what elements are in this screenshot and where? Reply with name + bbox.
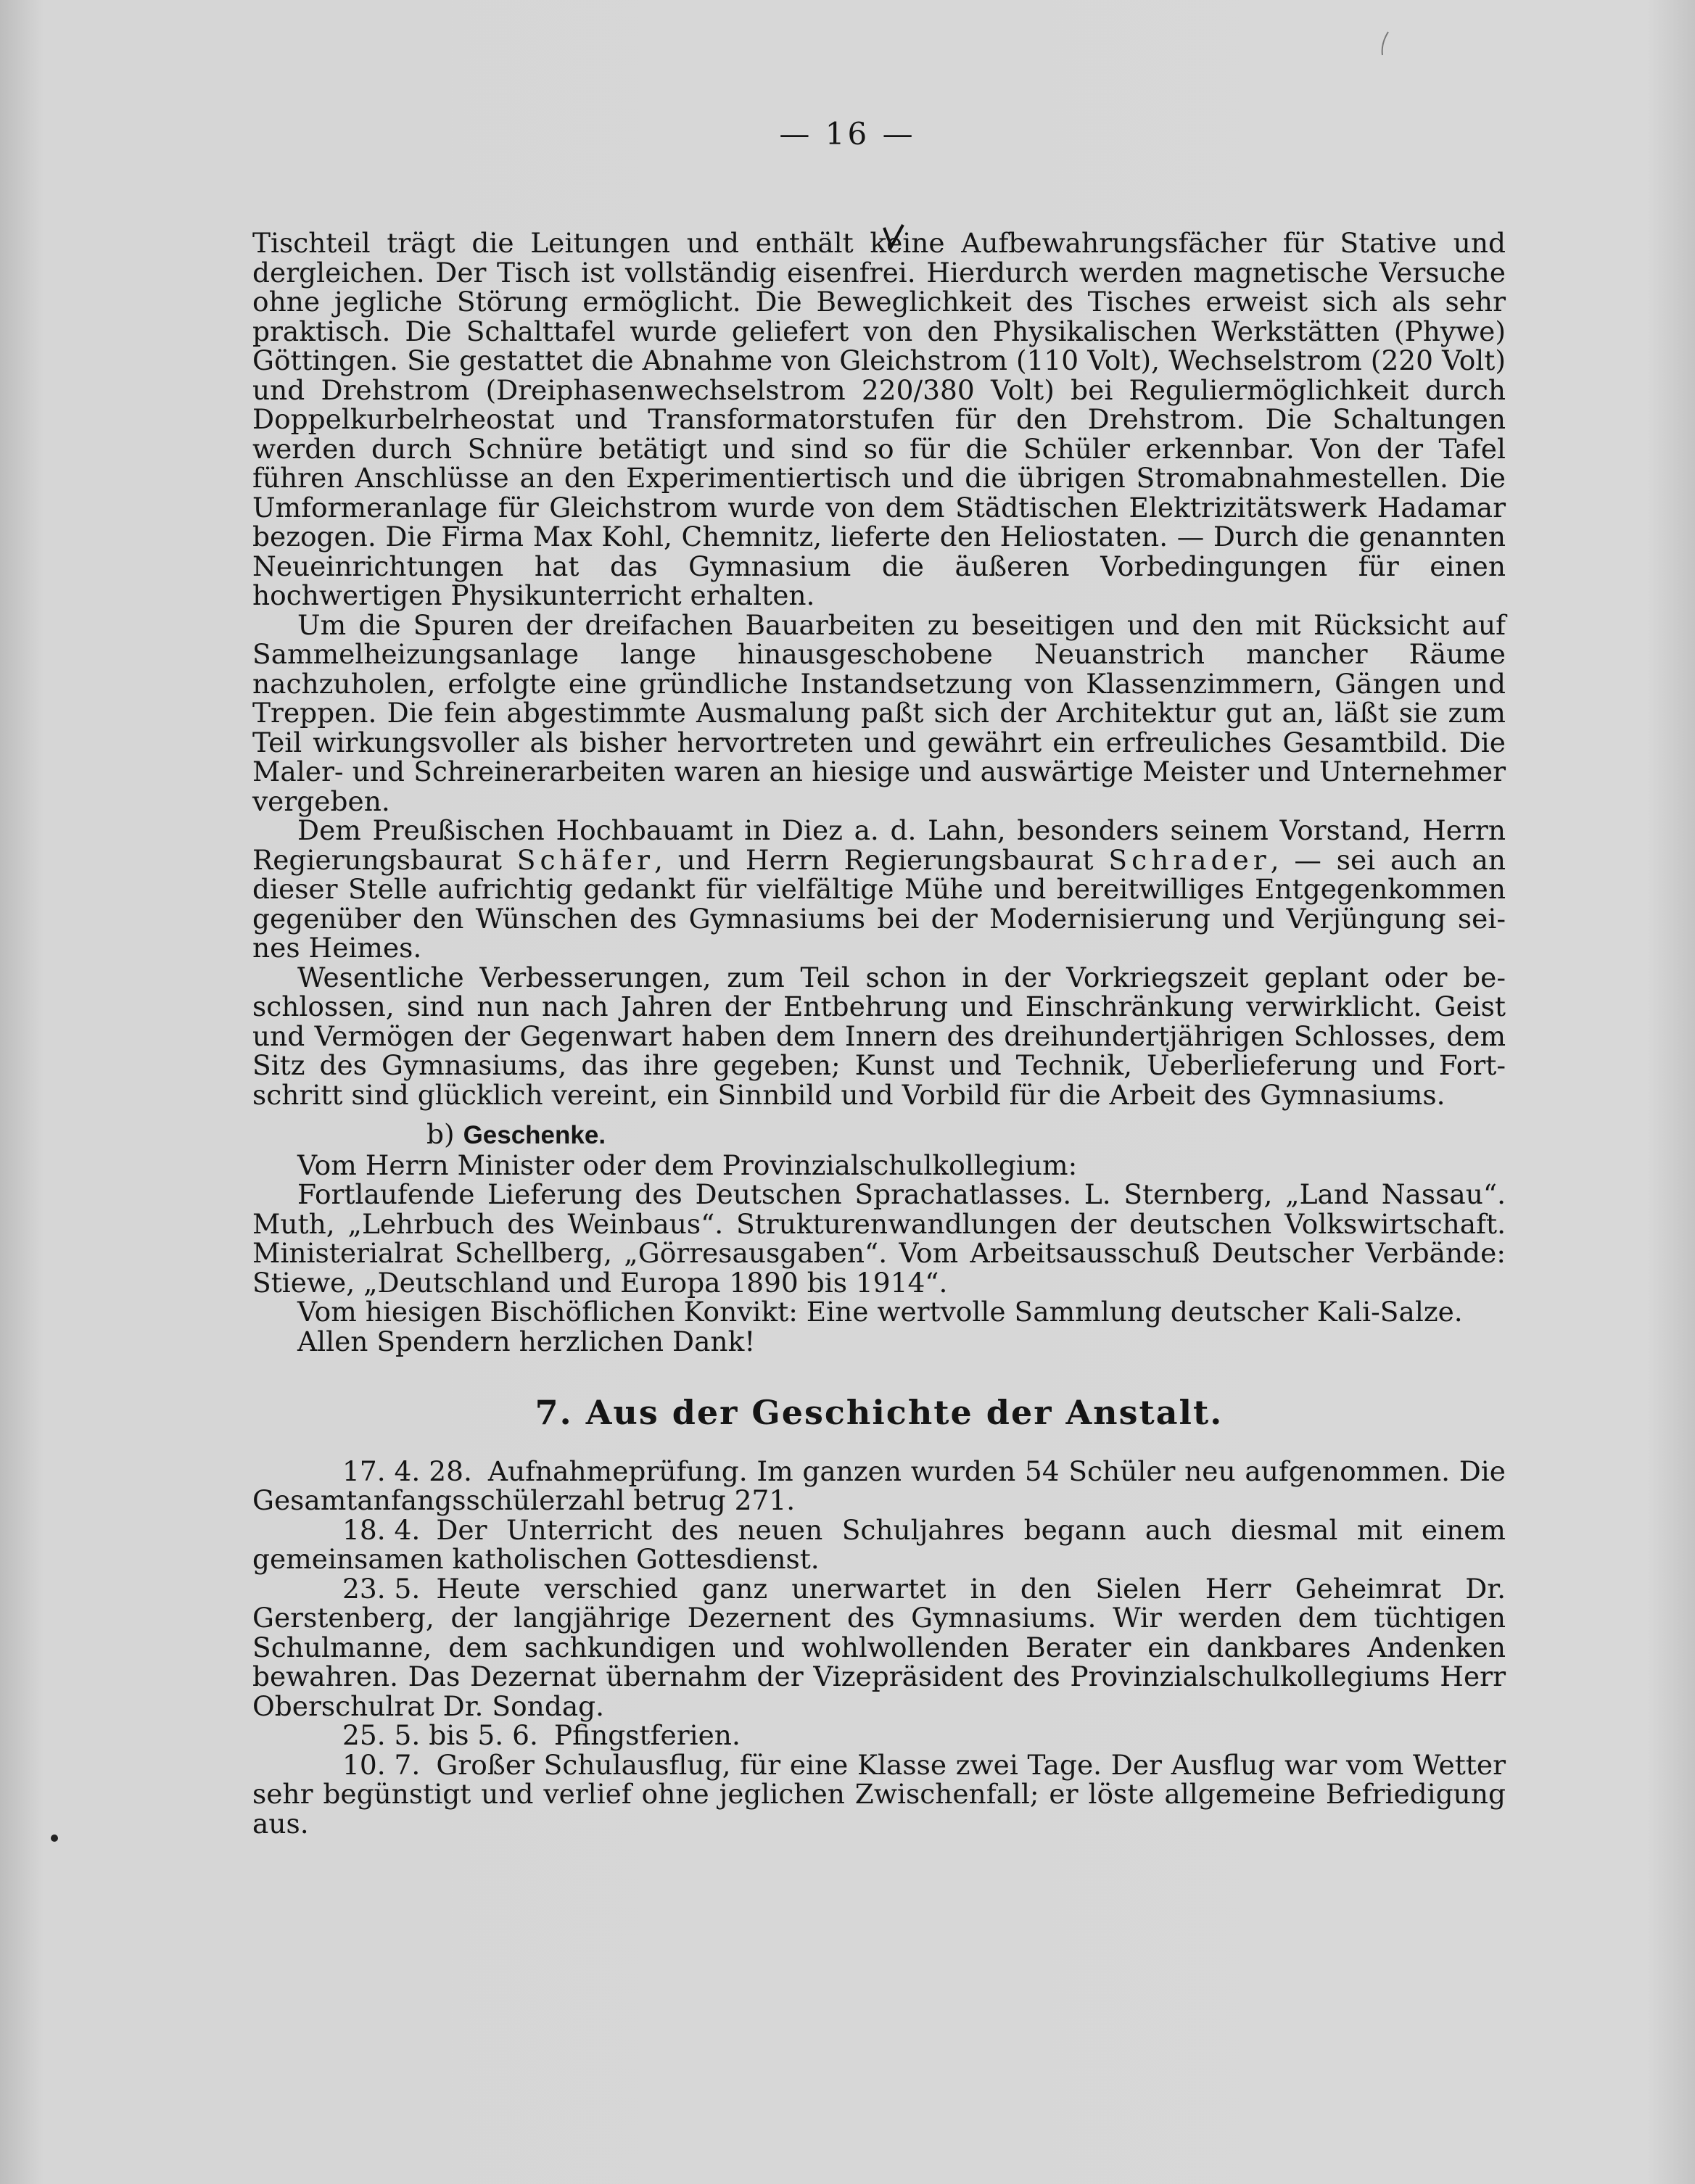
page-number: — 16 — xyxy=(779,116,916,152)
thanks-name-schrader: Schrader xyxy=(1108,843,1271,876)
chronicle-entry xyxy=(252,1457,1506,1515)
paragraph-renovation: Um die Spuren der dreifachen Bauarbeiten zu beseitigen und den mit Rücksicht auf Sammelheizungsanlage lange hinausgeschobene Neuanstrich mancher Räume nachzuholen, erfolgte eine gründliche Instandsetzung von Klassenzimmern, Gängen und Treppen. Die fein abgestimmte Ausmalung paßt sich der Architektur gut an, läßt sie zum Teil wirkungsvoller als bisher hervortreten und gewährt ein erfreuliches Gesamtbild. Die Maler- und Schreinerarbeiten waren an hiesige und auswärtige Meister und Unternehmer vergeben. xyxy=(252,608,1506,817)
dot-mark-icon xyxy=(49,1833,59,1843)
gifts-line: Allen Spendern herzlichen Dank! xyxy=(297,1325,756,1357)
paragraph-thanks xyxy=(252,816,1506,963)
chronicle-date: 23. 5. xyxy=(342,1572,421,1605)
chronicle-text: Pfingstferien. xyxy=(553,1719,741,1751)
section-title: 7. Aus der Geschichte der Anstalt. xyxy=(535,1393,1224,1432)
thanks-name-schaefer: Schäfer xyxy=(516,843,654,876)
chronicle-entry xyxy=(252,1574,1506,1721)
gifts-line: Vom Herrn Minister oder dem Provinzialschulkollegium: xyxy=(297,1149,1078,1181)
gifts-line: Fortlaufende Lieferung des Deutschen Sprachatlasses. L. Sternberg, „Land Nassau“. Muth, „Lehrbuch des Weinbaus“. Strukturenwandlungen der deutschen Volkswirtschaft. Ministerialrat Schellberg, „Görresausgaben“. Vom Arbeitsausschuß Deutscher Verbände: Stiewe, „Deutschland und Europa 1890 bis 1914“. xyxy=(252,1178,1506,1299)
pen-mark-icon xyxy=(881,223,906,252)
chronicle-text: Heute verschied ganz unerwartet in den Sielen Herr Geheimrat Dr. Gerstenberg, der langjährige Dezernent des Gymnasiums. Wir werden dem tüchtigen Schulmanne, dem sachkundigen und wohlwollenden Berater ein dankbares Andenken bewahren. Das Dezernat übernahm der Vizepräsident des Provinzialschulkollegiums Herr Oberschulrat Dr. Sondag. xyxy=(252,1572,1506,1722)
chronicle-date: 17. 4. 28. xyxy=(342,1455,472,1487)
chronicle-text: Großer Schulausflug, für eine Klasse zwei Tage. Der Ausflug war vom Wetter sehr begünstigt und verlief ohne jeglichen Zwischenfall; er löste allgemeine Befriedigung aus. xyxy=(252,1748,1506,1840)
chronicle-text: Aufnahmeprüfung. Im ganzen wurden 54 Schüler neu aufgenommen. Die Gesamtanfangsschülerzahl betrug 271. xyxy=(252,1455,1506,1516)
chronicle-entry xyxy=(252,1721,1506,1750)
gifts-heading-prefix: b) xyxy=(426,1118,455,1150)
gifts-line: Vom hiesigen Bischöflichen Konvikt: Eine wertvolle Sammlung deutscher Kali-Salze. xyxy=(297,1296,1463,1328)
pencil-mark-icon xyxy=(1378,29,1393,58)
chronicle-date: 25. 5. bis 5. 6. xyxy=(342,1719,538,1751)
chronicle-entry xyxy=(252,1750,1506,1839)
thanks-text-3: , — sei auch an dieser Stelle aufrichtig gedankt für vielfältige Mühe und bereitwilliges Entgegenkommen gegenüber den Wünschen des Gymnasiums bei der Modernisierung und Verjüngung seines Heimes. xyxy=(252,843,1506,964)
paragraph-improvements: Wesentliche Verbesserungen, zum Teil schon in der Vorkriegszeit geplant oder beschlossen, sind nun nach Jahren der Entbehrung und Einschränkung verwirklicht. Geist und Vermögen der Gegenwart haben dem Innern des dreihundertjährigen Schlosses, dem Sitz des Gymnasiums, das ihre gegeben; Kunst und Technik, Ueberlieferung und Fortschritt sind glücklich vereint, ein Sinnbild und Vorbild für die Arbeit des Gymnasiums. xyxy=(252,961,1506,1111)
gifts-heading xyxy=(252,1120,1506,1151)
body-text xyxy=(252,228,1506,1838)
gifts-heading-label: Geschenke. xyxy=(463,1121,606,1149)
chronicle-date: 18. 4. xyxy=(342,1513,421,1546)
thanks-text-2: , und Herrn Regierungsbaurat xyxy=(654,843,1109,876)
paragraph-physics-table: Tischteil trägt die Leitungen und enthält keine Aufbewahrungsfächer für Stative und dergleichen. Der Tisch ist vollständig eisenfrei. Hierdurch werden magnetische Versuche ohne jegliche Störung ermöglicht. Die Beweglichkeit des Tisches erweist sich als sehr praktisch. Die Schalttafel wurde geliefert von den Physikalischen Werkstätten (Phywe) Göttingen. Sie gestattet die Abnahme von Gleichstrom (110 Volt), Wechselstrom (220 Volt) und Drehstrom (Dreiphasenwechselstrom 220/380 Volt) bei Reguliermöglichkeit durch Doppelkurbelrheostat und Transformatorstufen für den Drehstrom. Die Schaltungen werden durch Schnüre betätigt und sind so für die Schüler erkennbar. Von der Tafel führen Anschlüsse an den Experimentiertisch und die übrigen Stromabnahmestellen. Die Umformeranlage für Gleichstrom wurde von dem Städtischen Elektrizitätswerk Hadamar bezogen. Die Firma Max Kohl, Chemnitz, lieferte den Heliostaten. — Durch die genannten Neueinrichtungen hat das Gymnasium die äußeren Vorbedingungen für einen hochwertigen Physikunterricht erhalten. xyxy=(252,227,1506,611)
chronicle-text: Der Unterricht des neuen Schuljahres begann auch diesmal mit einem gemeinsamen katholischen Gottesdienst. xyxy=(252,1513,1506,1575)
chronicle-entry xyxy=(252,1515,1506,1574)
chronicle-date: 10. 7. xyxy=(342,1748,421,1781)
thanks-text-1: Dem Preußischen Hochbauamt in Diez a. d. Lahn, besonders seinem Vorstand, Herrn Regierungsbaurat xyxy=(252,814,1506,876)
